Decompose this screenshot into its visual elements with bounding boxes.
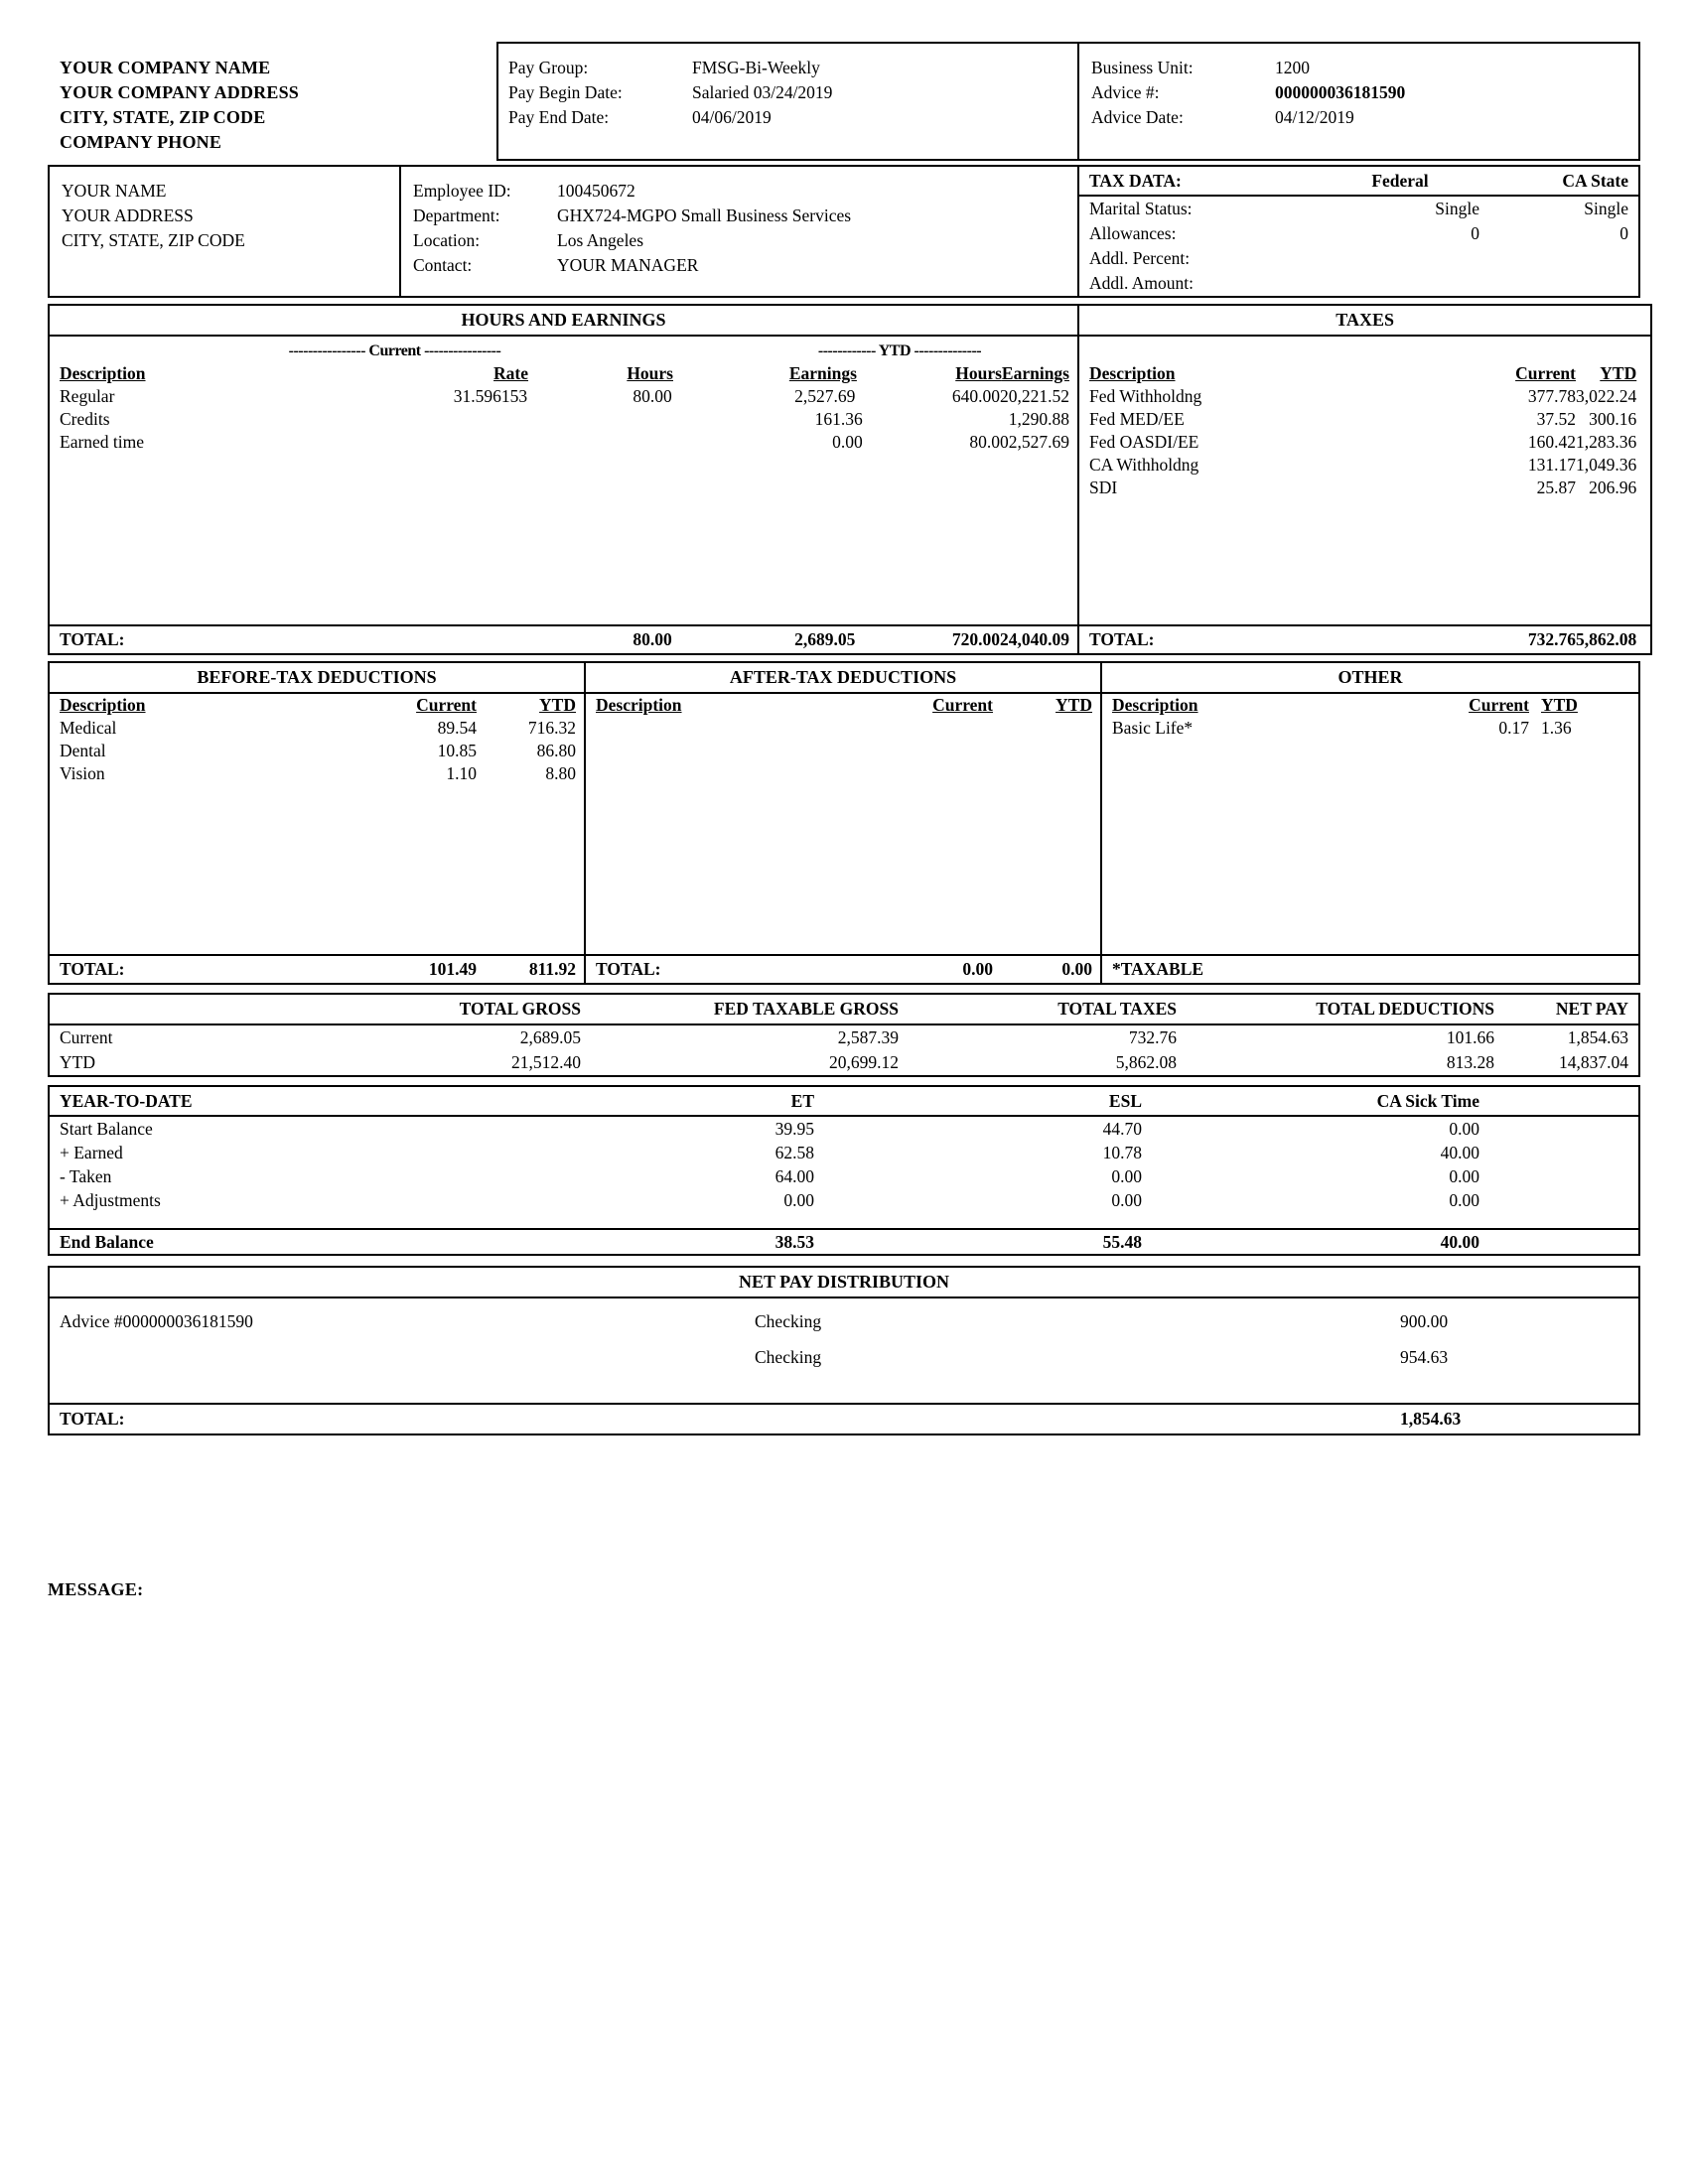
npd-amount: 900.00 [1400,1311,1449,1331]
employee-name: YOUR NAME [62,181,167,201]
summary-col-total-taxes: TOTAL TAXES [1057,999,1177,1019]
taxes-total-current: 732.76 [1527,629,1576,649]
npd-account-type: Checking [755,1311,822,1331]
ytd-row-label: + Adjustments [60,1190,161,1210]
earnings-total-label: TOTAL: [60,629,125,649]
earnings-rate [352,408,531,431]
earnings-total-ytd-hours: 720.00 [951,629,1000,649]
hours-earnings-total-row [50,624,1077,653]
after-tax-deductions-title: AFTER-TAX DEDUCTIONS [586,663,1100,694]
earnings-description: Credits [60,409,110,429]
ytd-row-et: 64.00 [774,1166,814,1186]
ytd-row [50,1188,1638,1212]
after-tax-deductions-panel [584,661,1100,985]
summary-totals-table [48,993,1640,1077]
earnings-description: Earned time [60,432,145,452]
earnings-ytd-amount: 2,527.69 [1008,432,1069,452]
npd-amount: 954.63 [1400,1347,1449,1367]
summary-col-total-deductions: TOTAL DEDUCTIONS [1316,999,1494,1019]
tax-data-row [1079,221,1638,246]
employee-id-value: 100450672 [557,181,635,201]
summary-total-deductions: 101.66 [1446,1027,1494,1047]
taxes-header-row [1079,362,1650,385]
advice-number-row [1091,80,1638,105]
summary-total-gross: 21,512.40 [511,1052,581,1072]
department-row [413,204,1077,228]
pay-begin-value: Salaried 03/24/2019 [692,82,833,102]
net-pay-distribution-body [50,1298,1638,1403]
ytd-row-ca-sick: 0.00 [1449,1119,1479,1139]
pay-begin-row [508,80,1077,105]
other-header-row [1102,694,1638,717]
summary-total-taxes: 732.76 [1128,1027,1177,1047]
tax-ytd: 1,283.36 [1576,432,1637,452]
other-panel [1100,661,1640,985]
advice-block [1077,42,1640,161]
earnings-row [50,408,1077,431]
after-tax-deductions-body [586,694,1100,954]
before-tax-row [50,762,584,785]
pay-end-value: 04/06/2019 [692,107,772,127]
net-pay-distribution-row [50,1308,1638,1334]
summary-net-pay: 1,854.63 [1567,1027,1628,1047]
addl-percent-state [1479,246,1628,271]
tax-description: Fed OASDI/EE [1089,432,1199,452]
ytd-row-ca-sick: 40.00 [1440,1143,1479,1162]
after-tax-col-ytd: YTD [1055,695,1092,715]
employee-address: YOUR ADDRESS [62,205,194,225]
message-label: MESSAGE: [48,1579,144,1599]
pay-group-value: FMSG-Bi-Weekly [692,58,820,77]
before-tax-header-row [50,694,584,717]
npd-total-spacer [755,1406,1221,1433]
other-current: 0.17 [1498,718,1529,738]
summary-total-deductions: 813.28 [1446,1052,1494,1072]
npd-account-type: Checking [755,1347,822,1367]
ytd-end-balance-row [50,1228,1638,1254]
hours-earnings-dash-row [50,337,1077,362]
earnings-total-hours: 80.00 [633,629,672,649]
npd-advice-number: Advice #000000036181590 [60,1311,253,1331]
employee-section [48,165,1640,298]
business-unit-label: Business Unit: [1091,58,1194,77]
earnings-taxes-section [48,304,1640,655]
employee-city-state-zip: CITY, STATE, ZIP CODE [62,230,245,250]
earnings-description: Regular [60,386,115,406]
col-hours: Hours [627,363,673,383]
earnings-hours [531,431,677,454]
ytd-row [50,1164,1638,1188]
summary-fed-taxable-gross: 2,587.39 [837,1027,899,1047]
after-tax-col-description: Description [596,695,682,715]
ytd-row-esl: 10.78 [1102,1143,1142,1162]
before-tax-deductions-title: BEFORE-TAX DEDUCTIONS [50,663,584,694]
taxes-total-row [1079,624,1650,653]
other-col-description: Description [1112,695,1198,715]
ytd-header-row [50,1087,1638,1117]
tax-data-col-federal: Federal [1371,171,1429,191]
col-ytd-earnings: Earnings [1001,363,1069,383]
earnings-amount: 0.00 [832,432,863,452]
tax-data-row [1079,246,1638,271]
after-tax-total-row [586,954,1100,983]
ytd-col-ca-sick: CA Sick Time [1376,1091,1479,1111]
before-tax-deductions-body [50,694,584,954]
summary-row-ytd [50,1050,1638,1075]
summary-fed-taxable-gross: 20,699.12 [829,1052,899,1072]
tax-data-title: TAX DATA: [1089,171,1182,191]
after-tax-col-current: Current [932,695,993,715]
pay-group-row [508,56,1077,80]
earnings-ytd-hours [863,408,1009,431]
tax-description: SDI [1089,478,1118,497]
ytd-row-ca-sick: 0.00 [1449,1166,1479,1186]
other-ytd: 1.36 [1541,718,1572,738]
after-tax-header-row [586,694,1100,717]
pay-end-label: Pay End Date: [508,107,610,127]
tax-row [1079,385,1650,408]
ytd-row-et: 62.58 [774,1143,814,1162]
company-address: YOUR COMPANY ADDRESS [60,82,300,102]
ytd-row-esl: 0.00 [1111,1166,1142,1186]
taxes-col-current: Current [1515,363,1576,383]
ytd-end-balance-et: 38.53 [774,1232,814,1252]
allowances-state: 0 [1619,223,1628,243]
npd-total-label: TOTAL: [60,1409,125,1429]
col-earnings: Earnings [788,363,857,383]
advice-date-value: 04/12/2019 [1275,107,1354,127]
net-pay-distribution-title: NET PAY DISTRIBUTION [50,1268,1638,1298]
advice-number-label: Advice #: [1091,82,1160,102]
company-city-state-zip: CITY, STATE, ZIP CODE [60,107,266,127]
company-phone: COMPANY PHONE [60,132,222,152]
before-tax-col-ytd: YTD [539,695,576,715]
current-dash-label: ---------------- Current ---------------- [288,342,501,359]
taxes-panel [1077,304,1652,655]
addl-amount-label: Addl. Amount: [1089,273,1195,293]
before-tax-total-current: 101.49 [428,959,477,979]
addl-amount-state [1479,271,1628,296]
summary-label: Current [60,1027,113,1047]
business-unit-row [1091,56,1638,80]
tax-row [1079,408,1650,431]
summary-col-net-pay: NET PAY [1555,999,1628,1019]
employee-id-label: Employee ID: [413,181,511,201]
company-block [48,42,496,161]
before-tax-deductions-panel [48,661,584,985]
col-ytd-hours: Hours [955,363,1002,383]
col-rate: Rate [493,363,529,383]
allowances-label: Allowances: [1089,223,1177,243]
net-pay-distribution-total-row [50,1403,1638,1433]
summary-label: YTD [60,1052,95,1072]
year-to-date-table [48,1085,1640,1256]
npd-advice-number [60,1344,755,1370]
advice-date-label: Advice Date: [1091,107,1184,127]
taxes-col-ytd: YTD [1600,363,1637,383]
earnings-ytd-hours: 80.00 [969,432,1009,452]
after-tax-total-current: 0.00 [962,959,993,979]
marital-status-federal: Single [1435,199,1479,218]
summary-total-taxes: 5,862.08 [1115,1052,1177,1072]
marital-status-label: Marital Status: [1089,199,1193,218]
tax-row [1079,454,1650,477]
ytd-row [50,1117,1638,1141]
ytd-row [50,1141,1638,1164]
other-col-current: Current [1469,695,1529,715]
pay-end-row [508,105,1077,130]
tax-row [1079,431,1650,454]
tax-data-block [1077,165,1640,298]
earnings-amount: 161.36 [814,409,863,429]
tax-description: CA Withholdng [1089,455,1199,475]
summary-net-pay: 14,837.04 [1559,1052,1628,1072]
taxes-total-ytd: 5,862.08 [1576,629,1637,649]
earnings-rate: 31.596153 [453,386,528,406]
tax-data-header [1079,167,1638,197]
summary-total-gross: 2,689.05 [519,1027,581,1047]
pay-begin-label: Pay Begin Date: [508,82,623,102]
before-tax-current: 1.10 [446,763,477,783]
net-pay-distribution-table [48,1266,1640,1435]
earnings-rate [352,431,531,454]
contact-value: YOUR MANAGER [557,255,699,275]
taxable-note: *TAXABLE [1112,959,1204,979]
summary-row-current [50,1025,1638,1050]
other-col-ytd: YTD [1541,695,1578,715]
tax-data-row [1079,197,1638,221]
pay-group-block [496,42,1077,161]
location-label: Location: [413,230,481,250]
before-tax-current: 89.54 [437,718,477,738]
ytd-col-et: ET [790,1091,814,1111]
earnings-hours [531,408,677,431]
earnings-total-amount: 2,689.05 [794,629,856,649]
taxes-col-description: Description [1089,363,1176,383]
ytd-row-esl: 44.70 [1102,1119,1142,1139]
earnings-amount: 2,527.69 [794,386,856,406]
deductions-section [48,661,1640,985]
advice-number-value: 000000036181590 [1275,82,1406,102]
before-tax-total-ytd: 811.92 [528,959,576,979]
before-tax-description: Dental [60,741,106,760]
ytd-row-label: Start Balance [60,1119,153,1139]
location-row [413,228,1077,253]
other-footer-row [1102,954,1638,983]
ytd-row-label: + Earned [60,1143,123,1162]
tax-row [1079,477,1650,499]
allowances-federal: 0 [1471,223,1479,243]
header-section [48,42,1640,161]
employee-details-block [399,165,1077,298]
tax-ytd: 3,022.24 [1576,386,1637,406]
location-value: Los Angeles [557,230,644,250]
earnings-total-rate [349,627,527,652]
ytd-row-esl: 0.00 [1111,1190,1142,1210]
taxes-total-label: TOTAL: [1089,629,1155,649]
tax-ytd: 206.96 [1589,478,1637,497]
pay-group-label: Pay Group: [508,58,589,77]
ytd-row-ca-sick: 0.00 [1449,1190,1479,1210]
earnings-ytd-hours: 640.00 [951,386,1000,406]
tax-data-row [1079,271,1638,296]
addl-amount-federal [1321,271,1479,296]
company-name: YOUR COMPANY NAME [60,58,271,77]
ytd-end-balance-esl: 55.48 [1102,1232,1142,1252]
other-description: Basic Life* [1112,718,1194,738]
other-row [1102,717,1638,740]
ytd-end-balance-ca-sick: 40.00 [1440,1232,1479,1252]
summary-col-fed-taxable-gross: FED TAXABLE GROSS [713,999,899,1019]
ytd-dash-label: ------------ YTD -------------- [817,342,982,359]
employee-id-row [413,179,1077,204]
ytd-row-label: - Taken [60,1166,112,1186]
other-body [1102,694,1638,954]
before-tax-ytd: 86.80 [536,741,576,760]
department-value: GHX724-MGPO Small Business Services [557,205,852,225]
tax-description: Fed Withholdng [1089,386,1202,406]
summary-col-blank [60,997,283,1022]
contact-row [413,253,1077,278]
ytd-row-et: 39.95 [774,1119,814,1139]
earnings-ytd-amount: 1,290.88 [1008,409,1069,429]
npd-total-amount: 1,854.63 [1400,1409,1462,1429]
ytd-title: YEAR-TO-DATE [60,1091,193,1111]
hours-earnings-header-row [50,362,1077,385]
before-tax-row [50,740,584,762]
earnings-row [50,431,1077,454]
tax-ytd: 300.16 [1589,409,1637,429]
after-tax-total-ytd: 0.00 [1061,959,1092,979]
addl-percent-label: Addl. Percent: [1089,248,1191,268]
business-unit-value: 1200 [1275,58,1310,77]
tax-current: 131.17 [1527,455,1576,475]
before-tax-total-row [50,954,584,983]
earnings-hours: 80.00 [633,386,672,406]
department-label: Department: [413,205,500,225]
net-pay-distribution-row [50,1344,1638,1370]
tax-ytd: 1,049.36 [1576,455,1637,475]
taxes-body [1079,337,1650,624]
before-tax-total-label: TOTAL: [60,959,125,979]
before-tax-description: Vision [60,763,105,783]
ytd-end-balance-label: End Balance [60,1232,154,1252]
addl-percent-federal [1321,246,1479,271]
summary-col-total-gross: TOTAL GROSS [459,999,581,1019]
tax-current: 160.42 [1527,432,1576,452]
marital-status-state: Single [1584,199,1628,218]
ytd-spacer [50,1212,1638,1228]
before-tax-ytd: 716.32 [527,718,576,738]
tax-current: 377.78 [1527,386,1576,406]
before-tax-col-current: Current [416,695,477,715]
hours-earnings-body [50,337,1077,624]
hours-earnings-title: HOURS AND EARNINGS [50,306,1077,337]
before-tax-row [50,717,584,740]
tax-description: Fed MED/EE [1089,409,1185,429]
summary-header-row [50,995,1638,1025]
earnings-total-ytd-amount: 24,040.09 [1000,629,1069,649]
advice-date-row [1091,105,1638,130]
contact-label: Contact: [413,255,473,275]
before-tax-description: Medical [60,718,117,738]
ytd-col-esl: ESL [1108,1091,1142,1111]
earnings-ytd-amount: 20,221.52 [1000,386,1069,406]
before-tax-ytd: 8.80 [545,763,576,783]
after-tax-total-label: TOTAL: [596,959,661,979]
taxes-title: TAXES [1079,306,1650,337]
earnings-row [50,385,1077,408]
tax-current: 37.52 [1536,409,1576,429]
tax-current: 25.87 [1536,478,1576,497]
ytd-row-et: 0.00 [783,1190,814,1210]
other-title: OTHER [1102,663,1638,694]
before-tax-col-description: Description [60,695,146,715]
col-description: Description [60,363,146,383]
employee-address-block [48,165,399,298]
hours-earnings-panel [48,304,1077,655]
tax-data-col-state: CA State [1562,171,1628,191]
before-tax-current: 10.85 [437,741,477,760]
paystub-sheet [48,42,1640,1600]
